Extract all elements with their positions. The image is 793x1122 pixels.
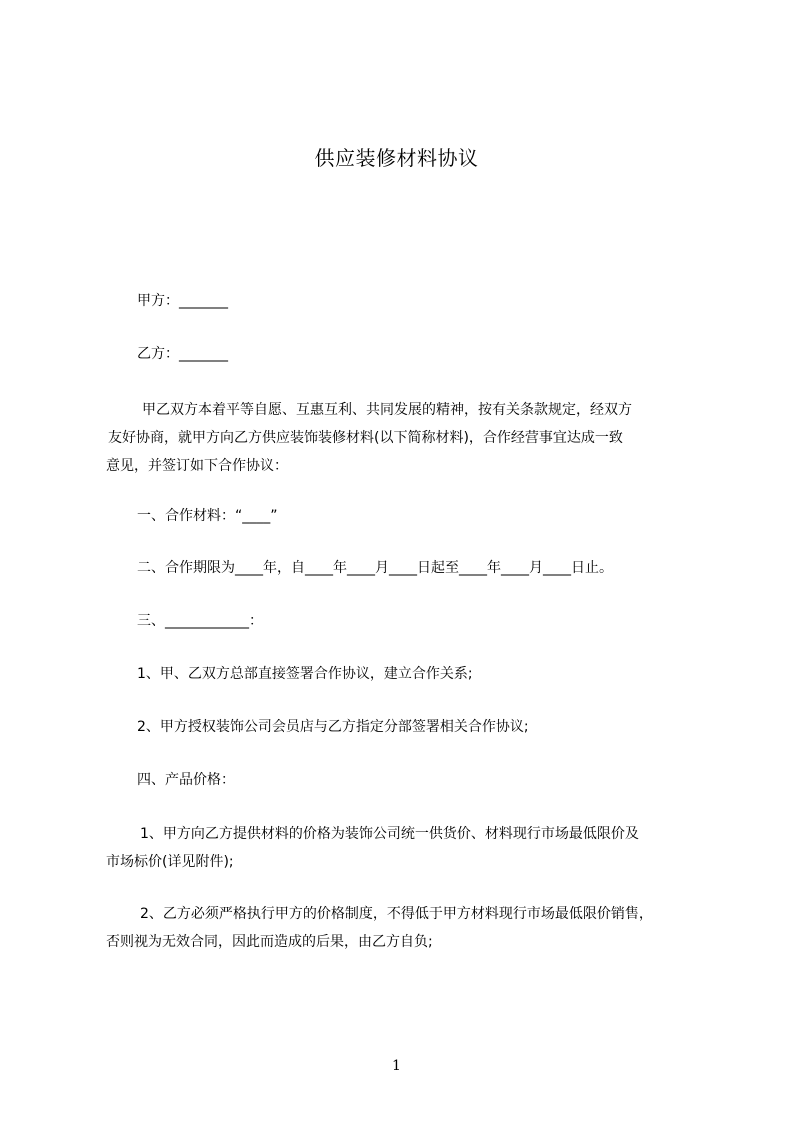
party-a-line: 甲方：_______ [137, 293, 228, 309]
section-3-heading: 三、____________： [137, 613, 263, 629]
party-b-line: 乙方：_______ [137, 346, 228, 362]
section-4-item-2-line-2: 否则视为无效合同，因此而造成的后果，由乙方自负; [106, 934, 433, 950]
intro-line-1: 甲乙双方本着平等自愿、互惠互利、共同发展的精神，按有关条款规定，经双方 [142, 402, 632, 418]
intro-line-2: 友好协商，就甲方向乙方供应装饰装修材料(以下简称材料)，合作经营事宜达成一致 [108, 430, 623, 446]
section-3-item-1: 1、甲、乙双方总部直接签署合作协议，建立合作关系; [137, 666, 473, 682]
page-number: 1 [392, 1058, 401, 1074]
section-4-item-2 [106, 900, 706, 956]
section-4-item-1-line-2: 市场标价(详见附件); [106, 854, 234, 870]
intro-line-3: 意见，并签订如下合作协议： [106, 458, 288, 474]
section-3-item-2: 2、甲方授权装饰公司会员店与乙方指定分部签署相关合作协议; [137, 719, 529, 735]
document-title: 供应装修材料协议 [314, 146, 479, 170]
intro-paragraph [106, 396, 706, 480]
section-2-heading: 二、合作期限为____年，自____年____月____日起至____年____月____日止。 [137, 560, 613, 576]
section-4-item-2-line-1: 2、乙方必须严格执行甲方的价格制度，不得低于甲方材料现行市场最低限价销售， [140, 906, 653, 922]
section-4-item-1 [106, 820, 706, 876]
section-4-item-1-line-1: 1、甲方向乙方提供材料的价格为装饰公司统一供货价、材料现行市场最低限价及 [140, 826, 639, 842]
section-4-heading: 四、产品价格： [137, 772, 235, 788]
section-1-heading: 一、合作材料：“____” [137, 508, 278, 524]
